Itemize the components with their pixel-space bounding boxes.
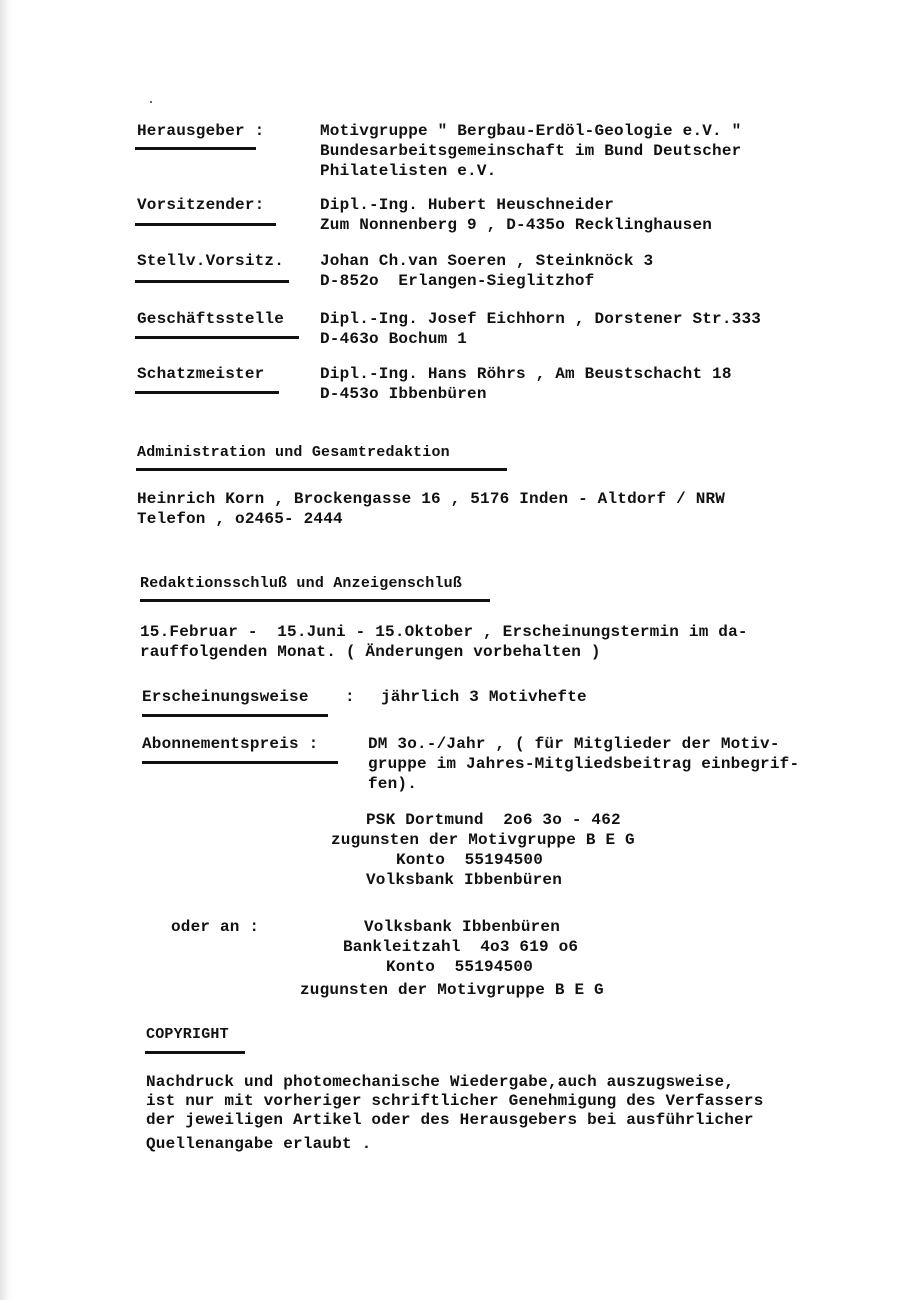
copyright-line-3: der jeweiligen Artikel oder des Herausgebers bei ausführlicher [146,1111,754,1129]
deputy-label-underline [135,280,289,283]
administration-line-1: Heinrich Korn , Brockengasse 16 , 5176 Inden - Altdorf / NRW [137,490,726,508]
subscription-label: Abonnementspreis : [142,735,319,753]
chairman-line-1: Dipl.-Ing. Hubert Heuschneider [320,196,615,214]
treasurer-label: Schatzmeister [137,365,265,383]
publisher-line-2: Bundesarbeitsgemeinschaft im Bund Deutscher [320,142,742,160]
administration-heading-underline [136,468,507,471]
frequency-label-underline [142,714,328,717]
bank2-line-2: Bankleitzahl 4o3 619 o6 [343,938,579,956]
deadlines-heading-underline [140,599,490,602]
chairman-line-2: Zum Nonnenberg 9 , D-435o Recklinghausen [320,216,713,234]
chairman-label: Vorsitzender: [137,196,265,214]
copyright-line-4: Quellenangabe erlaubt . [146,1135,372,1153]
copyright-line-1: Nachdruck und photomechanische Wiedergabe,auch auszugsweise, [146,1073,735,1091]
subscription-label-underline [142,761,338,764]
frequency-separator: : [345,688,355,706]
bank1-line-4: Volksbank Ibbenbüren [366,871,563,889]
bank2-line-4: zugunsten der Motivgruppe B E G [300,981,604,999]
deadlines-heading: Redaktionsschluß und Anzeigenschluß [140,575,463,592]
scan-edge-shadow [0,0,12,1300]
administration-line-2: Telefon , o2465- 2444 [137,510,343,528]
deputy-label: Stellv.Vorsitz. [137,252,285,270]
bank2-line-3: Konto 55194500 [386,958,534,976]
deadlines-line-1: 15.Februar - 15.Juni - 15.Oktober , Erscheinungstermin im da- [140,623,748,641]
bank1-line-2: zugunsten der Motivgruppe B E G [331,831,635,849]
publisher-line-1: Motivgruppe " Bergbau-Erdöl-Geologie e.V. " [320,122,742,140]
deputy-line-1: Johan Ch.van Soeren , Steinknöck 3 [320,252,654,270]
frequency-value: jährlich 3 Motivhefte [381,688,587,706]
treasurer-line-1: Dipl.-Ing. Hans Röhrs , Am Beustschacht 18 [320,365,732,383]
office-line-2: D-463o Bochum 1 [320,330,468,348]
publisher-line-3: Philatelisten e.V. [320,162,497,180]
scan-speck [150,101,152,103]
subscription-line-1: DM 3o.-/Jahr , ( für Mitglieder der Motiv- [368,735,780,753]
office-label: Geschäftsstelle [137,310,285,328]
bank1-line-3: Konto 55194500 [396,851,544,869]
bank2-line-1: Volksbank Ibbenbüren [364,918,561,936]
deadlines-line-2: rauffolgenden Monat. ( Änderungen vorbehalten ) [140,643,601,661]
copyright-heading-underline [145,1051,245,1054]
office-line-1: Dipl.-Ing. Josef Eichhorn , Dorstener Str.333 [320,310,762,328]
bank2-or-label: oder an : [171,918,260,936]
deputy-line-2: D-852o Erlangen-Sieglitzhof [320,272,595,290]
subscription-line-2: gruppe im Jahres-Mitgliedsbeitrag einbegrif- [368,755,800,773]
chairman-label-underline [135,223,276,226]
bank1-line-1: PSK Dortmund 2o6 3o - 462 [366,811,621,829]
frequency-label: Erscheinungsweise [142,688,309,706]
treasurer-label-underline [135,391,279,394]
treasurer-line-2: D-453o Ibbenbüren [320,385,487,403]
office-label-underline [135,336,299,339]
publisher-label: Herausgeber : [137,122,265,140]
publisher-label-underline [135,147,256,150]
administration-heading: Administration und Gesamtredaktion [137,444,450,461]
subscription-line-3: fen). [368,775,418,793]
copyright-heading: COPYRIGHT [146,1026,229,1043]
copyright-line-2: ist nur mit vorheriger schriftlicher Genehmigung des Verfassers [146,1092,764,1110]
